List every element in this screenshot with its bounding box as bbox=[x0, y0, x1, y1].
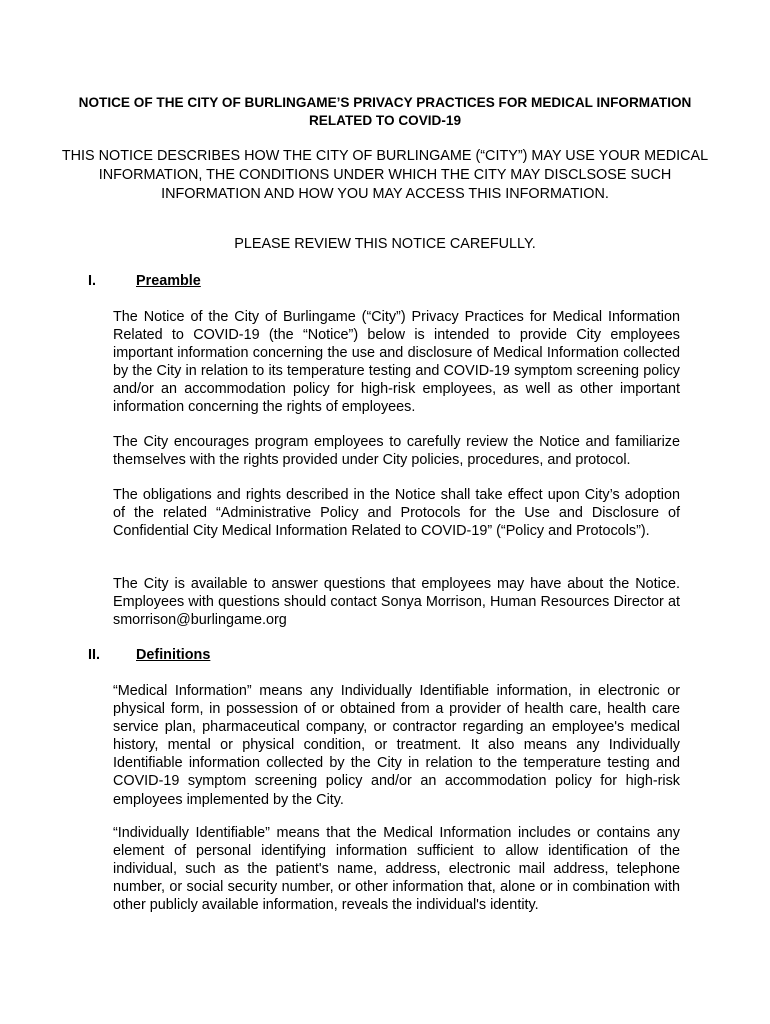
document-title: NOTICE OF THE CITY OF BURLINGAME’S PRIVACY PRACTICES FOR MEDICAL INFORMATION RELATED TO COVID-19 bbox=[78, 95, 692, 128]
preamble-contact-paragraph: The City is available to answer questions that employees may have about the Notice. Employees with questions should contact Sonya Morrison, Human Resources Director at smorrison@burlingame.org bbox=[113, 576, 680, 629]
preamble-paragraph: The City encourages program employees to carefully review the Notice and familiarize themselves with the rights provided under City policies, procedures, and protocol. bbox=[113, 434, 680, 469]
review-notice: PLEASE REVIEW THIS NOTICE CAREFULLY. bbox=[234, 236, 536, 252]
section-heading-preamble: Preamble bbox=[136, 273, 201, 289]
section-number-preamble: I. bbox=[88, 273, 96, 289]
section-heading-definitions: Definitions bbox=[136, 647, 211, 663]
definition-medical-information: “Medical Information” means any Individually Identifiable information, in electronic or physical form, in possession of or obtained from a provider of health care, health care service plan, pharmaceutical company, or contractor regarding an employee's medical history, mental or physical condition, or treatment. It also means any Individually Identifiable information collected by the City in relation to the temperature testing and COVID-19 symptom screening policy and/or an accommodation policy for high-risk employees implemented by the City. bbox=[113, 683, 680, 808]
notice-description: THIS NOTICE DESCRIBES HOW THE CITY OF BURLINGAME (“CITY”) MAY USE YOUR MEDICAL INFORMATION, THE CONDITIONS UNDER WHICH THE CITY MAY DISCLSOSE SUCH INFORMATION AND HOW YOU MAY ACCESS THIS INFORMATION. bbox=[61, 148, 709, 203]
definition-individually-identifiable: “Individually Identifiable” means that the Medical Information includes or contains any element of personal identifying information sufficient to allow identification of the individual, such as the patient's name, address, electronic mail address, telephone number, or social security number, or other information that, alone or in combination with other publicly available information, reveals the individual's identity. bbox=[113, 825, 680, 914]
section-number-definitions: II. bbox=[88, 647, 100, 663]
preamble-paragraph: The obligations and rights described in the Notice shall take effect upon City’s adoption of the related “Administrative Policy and Protocols for the Use and Disclosure of Confidential City Medical Information Related to COVID-19” (“Policy and Protocols”). bbox=[113, 487, 680, 540]
preamble-paragraph: The Notice of the City of Burlingame (“City”) Privacy Practices for Medical Information Related to COVID-19 (the “Notice”) below is intended to provide City employees important information concerning the use and disclosure of Medical Information collected by the City in relation to its temperature testing and COVID-19 symptom screening policy and/or an accommodation policy for high-risk employees, as well as other important information concerning the rights of employees. bbox=[113, 309, 680, 416]
